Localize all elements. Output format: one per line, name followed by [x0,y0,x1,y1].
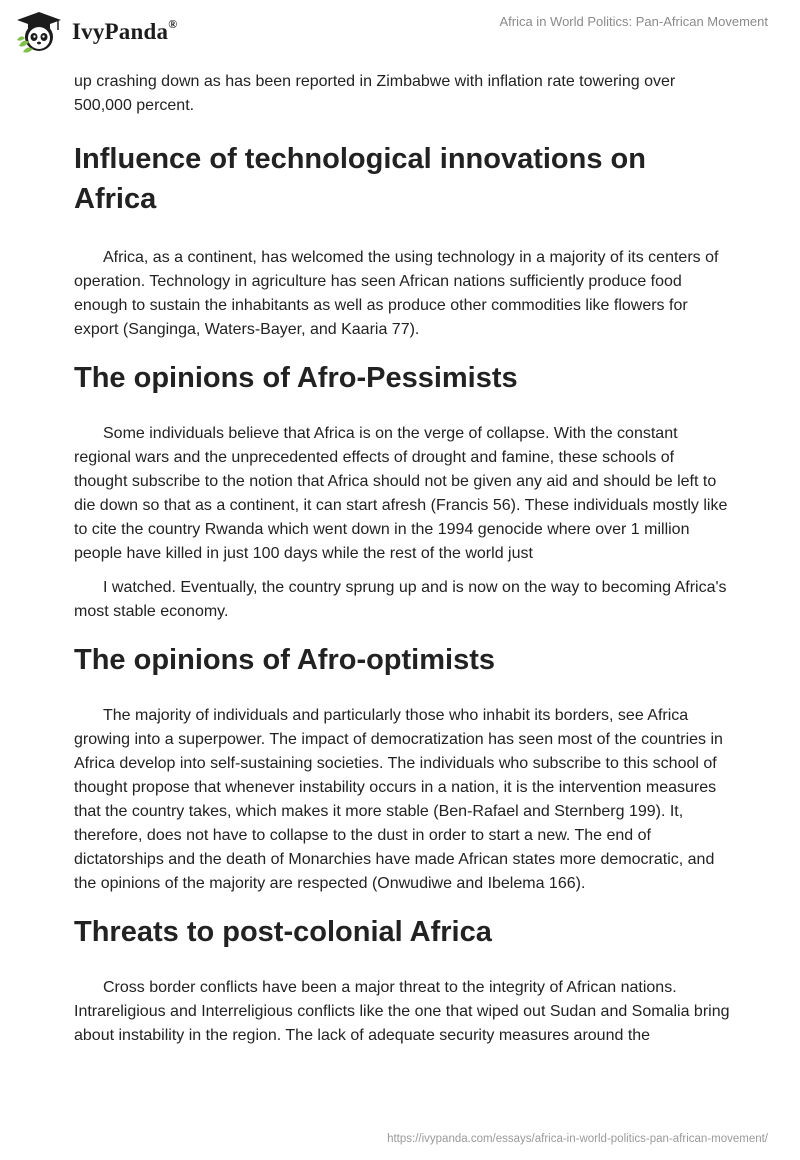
source-url[interactable]: https://ivypanda.com/essays/africa-in-world-politics-pan-african-movement/ [387,1133,768,1145]
paragraph-rwanda-continued: I watched. Eventually, the country sprung up and is now on the way to becoming Africa's most stable economy. [74,579,727,620]
heading-threats-post-colonial: Threats to post-colonial Africa [74,916,492,948]
paragraph-afro-optimists: The majority of individuals and particularly those who inhabit its borders, see Africa growing into a superpower. The impact of democratization has seen most of the countries in Africa develop into self-sustaining societies. The individuals who subscribe to this school of thought propose that whenever instability occurs in a nation, it is the intervention measures that the country takes, which makes it more stable (Ben-Rafael and Sternberg 199). It, therefore, does not have to collapse to the dust in order to start a new. The end of dictatorships and the death of Monarchies have made African states more democratic, and the opinions of the majority are respected (Onwudiwe and Ibelema 166). [74,707,723,892]
paragraph-afro-pessimists: Some individuals believe that Africa is on the verge of collapse. With the constant regional wars and the unprecedented effects of drought and famine, these schools of thought subscribe to the notion that Africa should not be given any aid and should be left to die down so that as a continent, it can start afresh (Francis 56). These individuals mostly like to cite the country Rwanda which went down in the 1994 genocide where over 1 million people have killed in just 100 days while the rest of the world just [74,425,728,562]
document-title: Africa in World Politics: Pan-African Movement [499,14,768,29]
paragraph-continued: up crashing down as has been reported in Zimbabwe with inflation rate towering over 500,000 percent. [74,73,676,114]
heading-afro-pessimists: The opinions of Afro-Pessimists [74,362,518,394]
panda-graduate-icon [14,10,64,54]
brand-name: IvyPanda® [72,17,178,44]
paragraph-technology: Africa, as a continent, has welcomed the using technology in a majority of its centers of operation. Technology in agriculture has seen African nations sufficiently produce food enough to sustain the inhabitants as well as produce other commodities like flowers for export (Sanginga, Waters-Bayer, and Kaaria 77). [74,249,719,338]
essay-content [74,70,730,1048]
page-header [0,0,800,70]
paragraph-threats: Cross border conflicts have been a major threat to the integrity of African nations. Intrareligious and Interreligious conflicts like the one that wiped out Sudan and Somalia bring about instability in the region. The lack of adequate security measures around the [74,979,730,1044]
ivypanda-logo[interactable] [14,10,177,54]
heading-afro-optimists: The opinions of Afro-optimists [74,644,495,676]
heading-technological-innovations: Influence of technological innovations on Africa [74,143,646,215]
